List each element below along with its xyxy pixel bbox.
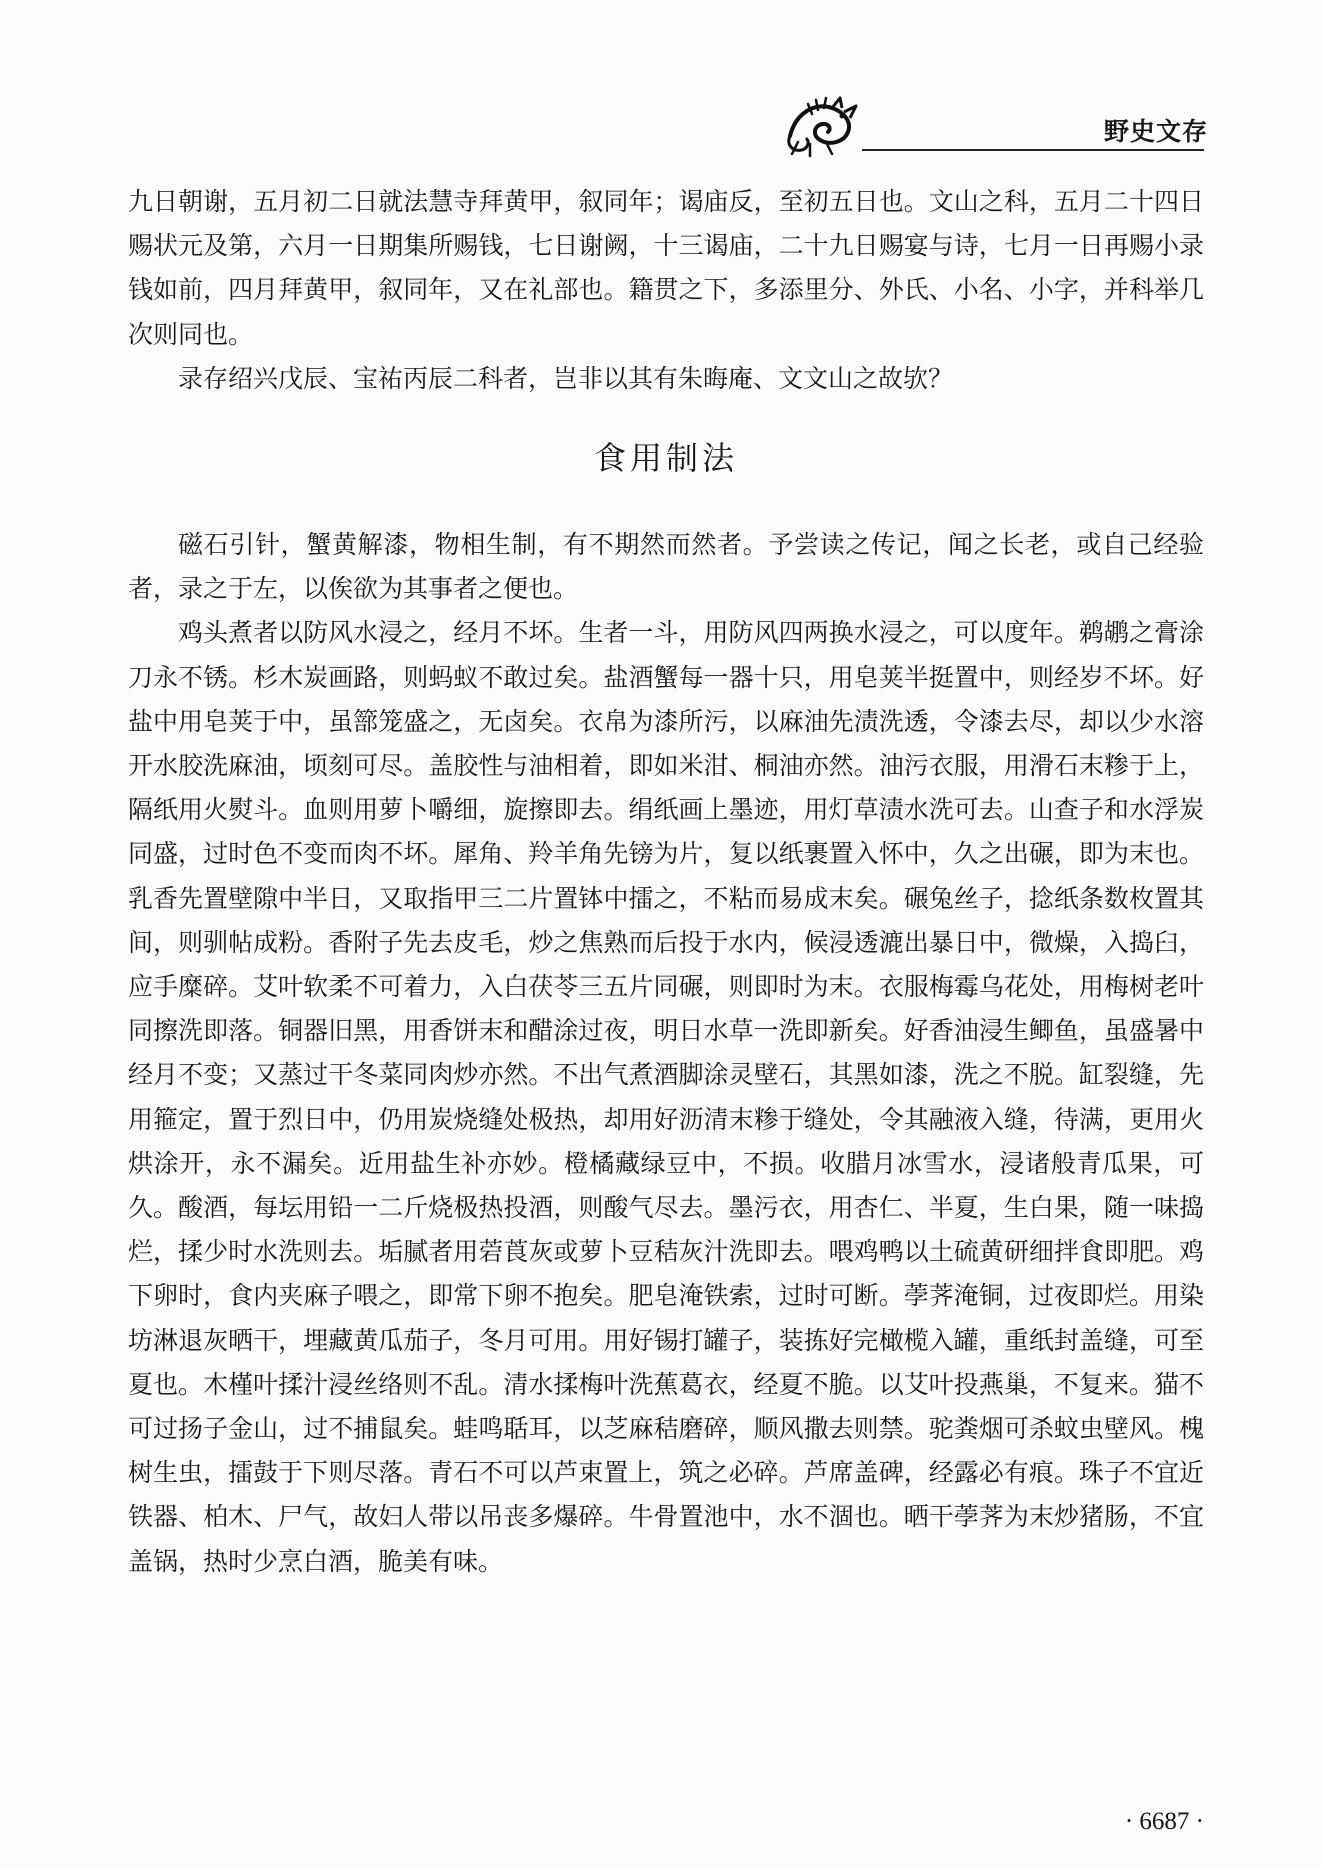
intro-text: [128, 180, 1204, 401]
section-body: [128, 523, 1204, 1584]
paragraph: 磁石引针，蟹黄解漆，物相生制，有不期然而然者。予尝读之传记，闻之长老，或自己经验者，录之于左，以俟欲为其事者之便也。: [128, 530, 1204, 604]
section-title: 食用制法: [593, 439, 738, 477]
header-rule: [862, 149, 1204, 151]
paragraph: 九日朝谢，五月初二日就法慧寺拜黄甲，叙同年；谒庙反，至初五日也。文山之科，五月二十四日赐状元及第，六月一日期集所赐钱，七日谢阙，十三谒庙，二十九日赐宴与诗，七月一日再赐小录钱如前，四月拜黄甲，叙同年，又在礼部也。籍贯之下，多添里分、外氏、小名、小字，并科举几次则同也。: [128, 187, 1204, 349]
paragraph: 录存绍兴戊辰、宝祐丙辰二科者，岂非以其有朱晦庵、文文山之故欤？: [178, 363, 954, 393]
page-number: · 6687 ·: [1124, 1808, 1204, 1835]
dragon-logo-icon: [782, 92, 860, 158]
series-title: 野史文存: [1104, 117, 1209, 146]
paragraph: 鸡头煮者以防风水浸之，经月不坏。生者一斗，用防风四两换水浸之，可以度年。鹈鹕之膏涂刀永不锈。杉木炭画路，则蚂蚁不敢过矣。盐酒蟹每一器十只，用皂荚半挺置中，则经岁不坏。好盐中用皂荚于中，虽篰笼盛之，无卤矣。衣帛为漆所污，以麻油先渍洗透，令漆去尽，却以少水溶开水胶洗麻油，顷刻可尽。盖胶性与油相着，即如米泔、桐油亦然。油污衣服，用滑石末糁于上，隔纸用火熨斗。血则用萝卜嚼细，旋擦即去。绢纸画上墨迹，用灯草渍水洗可去。山查子和水浮炭同盛，过时色不变而肉不坏。犀角、羚羊角先镑为片，复以纸裹置入怀中，久之出碾，即为末也。乳香先置壁隙中半日，又取指甲三二片置钵中擂之，不粘而易成末矣。碾兔丝子，捻纸条数枚置其间，则驯帖成粉。香附子先去皮毛，炒之焦熟而后投于水内，候浸透漉出暴日中，微燥，入捣臼，应手糜碎。艾叶软柔不可着力，入白茯苓三五片同碾，则即时为末。衣服梅霉乌花处，用梅树老叶同擦洗即落。铜器旧黑，用香饼末和醋涂过夜，明日水草一洗即新矣。好香油浸生鲫鱼，虽盛暑中经月不变；又蒸过干冬菜同肉炒亦然。不出气煮酒脚涂灵壁石，其黑如漆，洗之不脱。缸裂缝，先用箍定，置于烈日中，仍用炭烧缝处极热，却用好沥清末糁于缝处，令其融液入缝，待满，更用火烘涂开，永不漏矣。近用盐生补亦妙。橙橘藏绿豆中，不损。收腊月冰雪水，浸诸般青瓜果，可久。酸酒，每坛用铅一二斤烧极热投酒，则酸气尽去。墨污衣，用杏仁、半夏，生白果，随一味捣烂，揉少时水洗则去。垢腻者用菪莨灰或萝卜豆秸灰汁洗即去。喂鸡鸭以土硫黄研细拌食即肥。鸡下卵时，食内夹麻子喂之，即常下卵不抱矣。肥皂淹铁索，过时可断。荸荠淹铜，过夜即烂。用染坊淋退灰晒干，埋藏黄瓜茄子，冬月可用。用好锡打罐子，装拣好完橄榄入罐，重纸封盖缝，可至夏也。木槿叶揉汁浸丝络则不乱。清水揉梅叶洗蕉葛衣，经夏不脆。以艾叶投燕巢，不复来。猫不可过扬子金山，过不捕鼠矣。蛙鸣聒耳，以芝麻秸磨碎，顺风撒去则禁。驼粪烟可杀蚊虫壁风。槐树生虫，擂鼓于下则尽落。青石不可以芦束置上，筑之必碎。芦席盖碑，经露必有痕。珠子不宜近铁器、柏木、尸气，故妇人带以吊丧多爆碎。牛骨置池中，水不涸也。晒干荸荠为末炒猪肠，不宜盖锅，热时少烹白酒，脆美有味。: [128, 618, 1204, 1576]
running-header: [782, 92, 1209, 158]
